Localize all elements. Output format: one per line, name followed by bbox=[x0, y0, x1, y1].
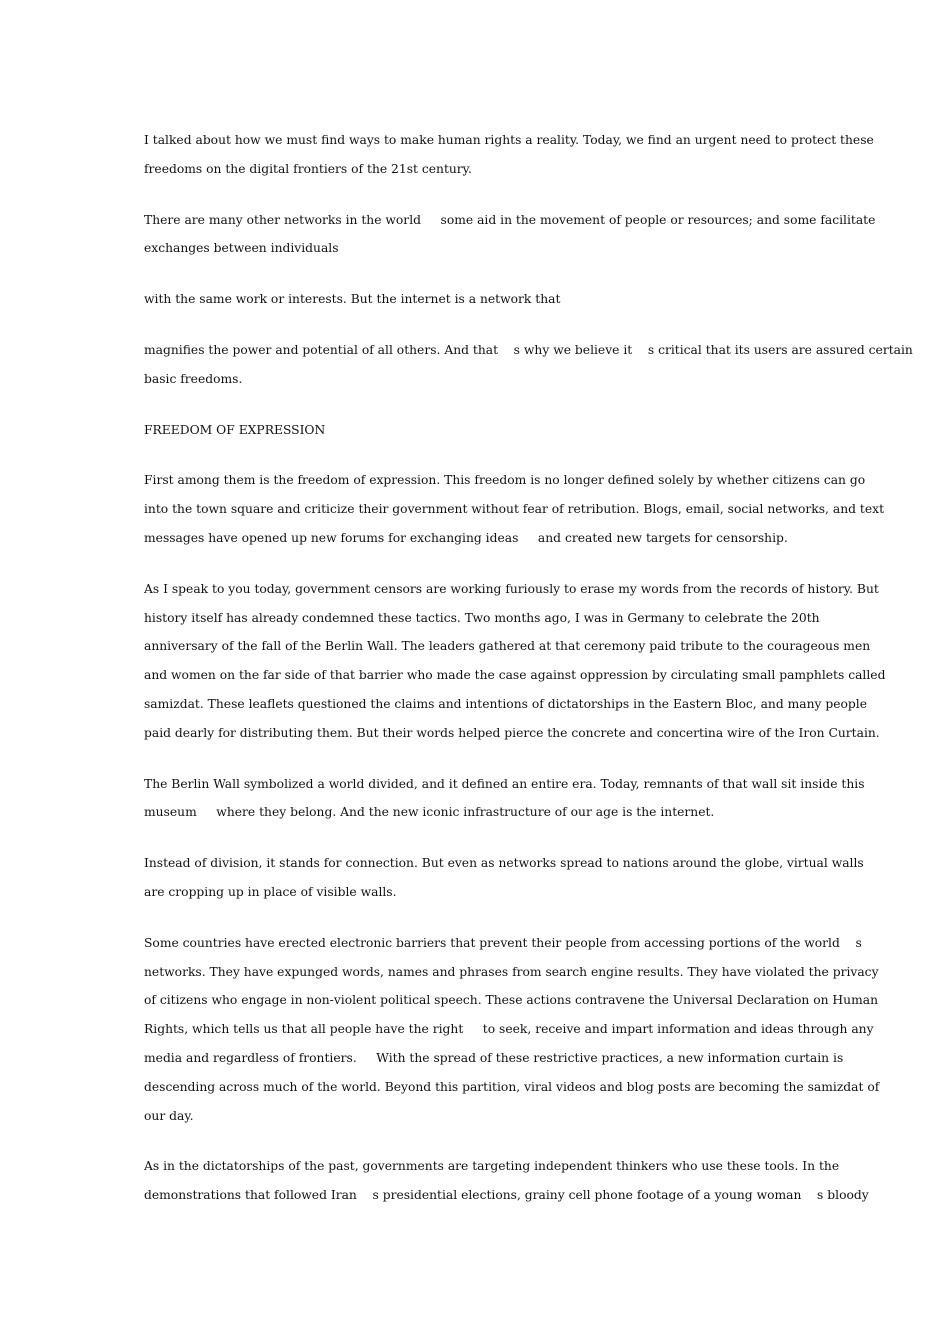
section-heading bbox=[144, 416, 834, 445]
text-line: magnifies the power and potential of all others. And that s why we believe it s critical that its users are assured certain bbox=[144, 342, 913, 357]
text-line: of citizens who engage in non-violent political speech. These actions contravene the Universal Declaration on Human bbox=[144, 993, 878, 1008]
text-line: As in the dictatorships of the past, governments are targeting independent thinkers who use these tools. In the bbox=[144, 1159, 840, 1174]
text-line: our day. bbox=[144, 1108, 194, 1123]
text-line: I talked about how we must find ways to make human rights a reality. Today, we find an urgent need to protect these bbox=[144, 133, 874, 147]
text-line: Rights, which tells us that all people have the right to seek, receive and impart information and ideas through any bbox=[144, 1022, 874, 1037]
text-line: paid dearly for distributing them. But their words helped pierce the concrete and concertina wire of the Iron Curtain. bbox=[144, 725, 880, 740]
paragraph bbox=[144, 126, 874, 184]
text-line: The Berlin Wall symbolized a world divided, and it defined an entire era. Today, remnants of that wall sit inside this bbox=[144, 776, 865, 791]
text-line: demonstrations that followed Iran s presidential elections, grainy cell phone footage of a young woman s bloody bbox=[144, 1188, 869, 1203]
paragraph bbox=[144, 466, 885, 552]
text-line: and women on the far side of that barrier who made the case against oppression by circulating small pamphlets called bbox=[144, 668, 886, 683]
text-line: networks. They have expunged words, names and phrases from search engine results. They have violated the privacy bbox=[144, 964, 879, 979]
text-line: with the same work or interests. But the internet is a network that bbox=[144, 292, 561, 307]
text-line: museum where they belong. And the new iconic infrastructure of our age is the internet. bbox=[144, 805, 715, 820]
text-line: messages have opened up new forums for exchanging ideas and created new targets for censorship. bbox=[144, 530, 788, 545]
paragraph bbox=[144, 929, 880, 1131]
text-line: Some countries have erected electronic barriers that prevent their people from accessing portions of the world s bbox=[144, 935, 862, 950]
paragraph bbox=[144, 206, 876, 264]
text-line: There are many other networks in the world some aid in the movement of people or resources; and some facilitate bbox=[144, 212, 876, 227]
text-line: exchanges between individuals bbox=[144, 241, 339, 256]
text-line: As I speak to you today, government censors are working furiously to erase my words from the records of history. But bbox=[144, 581, 879, 596]
text-line: freedoms on the digital frontiers of the 21st century. bbox=[144, 161, 472, 176]
paragraph bbox=[144, 770, 865, 828]
text-line: basic freedoms. bbox=[144, 371, 243, 386]
heading-text: FREEDOM OF EXPRESSION bbox=[144, 422, 326, 437]
text-line: into the town square and criticize their government without fear of retribution. Blogs, email, social networks, and text bbox=[144, 502, 885, 517]
text-line: are cropping up in place of visible walls. bbox=[144, 884, 397, 899]
text-line: First among them is the freedom of expression. This freedom is no longer defined solely by whether citizens can go bbox=[144, 473, 866, 488]
paragraph bbox=[144, 285, 834, 314]
document-body bbox=[144, 126, 913, 1232]
text-line: history itself has already condemned these tactics. Two months ago, I was in Germany to celebrate the 20th bbox=[144, 610, 820, 625]
text-line: descending across much of the world. Beyond this partition, viral videos and blog posts are becoming the samizdat of bbox=[144, 1079, 880, 1094]
paragraph bbox=[144, 1152, 869, 1210]
paragraph bbox=[144, 849, 864, 907]
text-line: Instead of division, it stands for connection. But even as networks spread to nations around the globe, virtual walls bbox=[144, 856, 864, 871]
text-line: media and regardless of frontiers. With the spread of these restrictive practices, a new information curtain is bbox=[144, 1050, 844, 1065]
paragraph bbox=[144, 336, 913, 394]
text-line: anniversary of the fall of the Berlin Wall. The leaders gathered at that ceremony paid tribute to the courageous men bbox=[144, 639, 871, 654]
text-line: samizdat. These leaflets questioned the claims and intentions of dictatorships in the Eastern Bloc, and many people bbox=[144, 696, 868, 711]
paragraph bbox=[144, 575, 886, 748]
